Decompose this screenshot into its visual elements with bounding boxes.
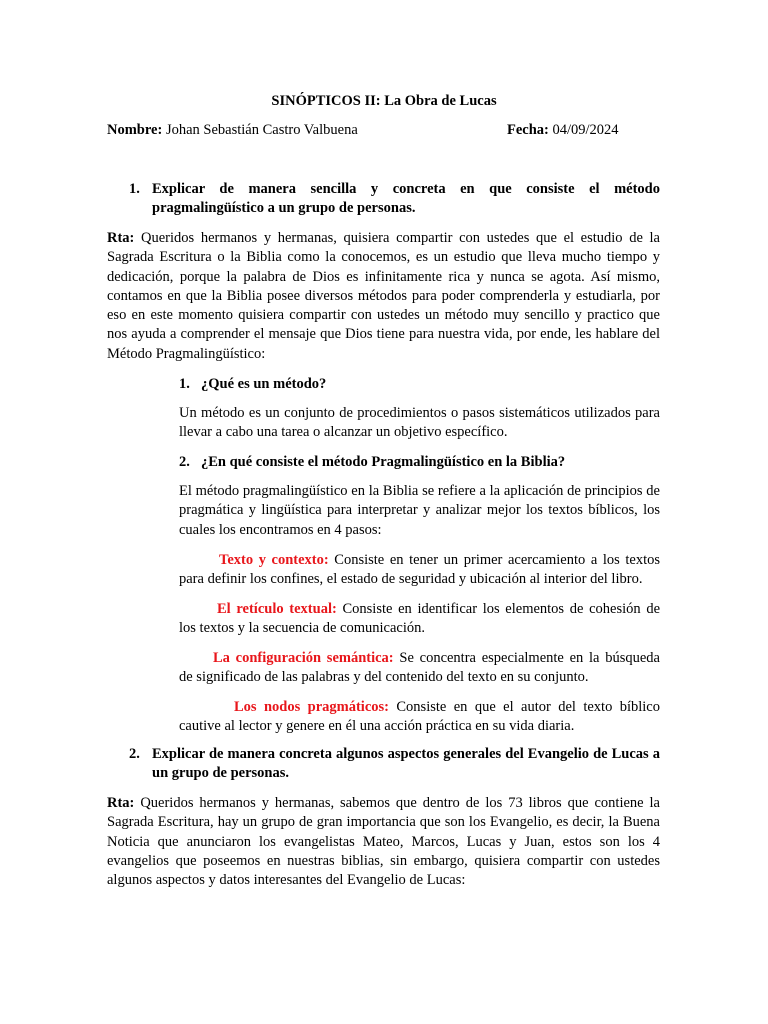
- answer-1-label: Rta:: [107, 230, 135, 246]
- date-value: 04/09/2024: [548, 122, 619, 138]
- step-1-text: Consiste en tener un primer acercamiento a los textos para definir los confines, el estado de seguridad y ubicación al interior del libro.: [179, 552, 660, 588]
- subquestion-1-answer: Un método es un conjunto de procedimientos o pasos sistemáticos utilizados para llevar a cabo una tarea o alcanzar un objetivo específico.: [179, 405, 660, 441]
- question-1-number: 1.: [129, 181, 140, 197]
- step-2-text: Consiste en identificar los elementos de cohesión de los textos y la secuencia de comunicación.: [179, 601, 660, 637]
- step-reticulo-textual: [179, 600, 660, 639]
- question-2-number: 2.: [129, 746, 140, 762]
- name-value: Johan Sebastián Castro Valbuena: [162, 122, 358, 138]
- document-title: SINÓPTICOS II: La Obra de Lucas: [271, 93, 497, 109]
- step-1-label: Texto y contexto:: [219, 552, 329, 568]
- answer-2: [107, 794, 660, 890]
- step-3-label: La configuración semántica:: [213, 650, 394, 666]
- step-2-label: El retículo textual:: [217, 601, 337, 617]
- author-line: [107, 121, 358, 140]
- name-label: Nombre:: [107, 122, 163, 138]
- answer-1: [107, 229, 660, 364]
- answer-2-label: Rta:: [107, 795, 135, 811]
- answer-1-text: Queridos hermanos y hermanas, quisiera compartir con ustedes que el estudio de la Sagrada Escritura o la Biblia como la conocemos, es un estudio que lleva mucho tiempo y dedicación, porque la palabra de Dios es infinitamente rica y nunca se agota. Así mismo, contamos en que la Biblia posee diversos métodos para poder comprenderla y estudiarla, por eso en este momento quisiera compartir con ustedes un método muy sencillo y practico que nos ayuda a comprender el mensaje que Dios tiene para nuestra vida, por ende, les hablare del Método Pragmalingüístico:: [107, 230, 660, 362]
- question-2-text: Explicar de manera concreta algunos aspectos generales del Evangelio de Lucas a un grupo de personas.: [152, 746, 660, 782]
- date-label: Fecha:: [507, 122, 549, 138]
- subquestion-1-text: ¿Qué es un método?: [201, 376, 327, 392]
- step-texto-contexto: [179, 551, 660, 590]
- question-1-text: Explicar de manera sencilla y concreta en que consiste el método pragmalingüístico a un grupo de personas.: [152, 181, 660, 217]
- step-4-label: Los nodos pragmáticos:: [234, 699, 389, 715]
- step-nodos-pragmaticos: [179, 698, 660, 737]
- step-3-text: Se concentra especialmente en la búsqueda de significado de las palabras y del contenido del texto en su conjunto.: [179, 650, 660, 686]
- subquestion-2-text: ¿En qué consiste el método Pragmalingüístico en la Biblia?: [201, 454, 566, 470]
- step-configuracion-semantica: [179, 649, 660, 688]
- subquestion-1-number: 1.: [179, 376, 190, 392]
- date-line: [507, 121, 619, 140]
- subquestion-2-number: 2.: [179, 454, 190, 470]
- step-4-text: Consiste en que el autor del texto bíblico cautive al lector y genere en él una acción práctica en su vida diaria.: [179, 699, 660, 735]
- subquestion-2-answer: El método pragmalingüístico en la Biblia se refiere a la aplicación de principios de pragmática y lingüística para interpretar y analizar mejor los textos bíblicos, los cuales los encontramos en 4 pasos:: [179, 483, 660, 538]
- answer-2-text: Queridos hermanos y hermanas, sabemos que dentro de los 73 libros que contiene la Sagrada Escritura, hay un grupo de gran importancia que son los Evangelio, es decir, la Buena Noticia que anunciaron los evangelistas Mateo, Marcos, Lucas y Juan, estos son los 4 evangelios que poseemos en nuestras biblias, sin embargo, quisiera compartir con ustedes algunos aspectos y datos interesantes del Evangelio de Lucas:: [107, 795, 660, 889]
